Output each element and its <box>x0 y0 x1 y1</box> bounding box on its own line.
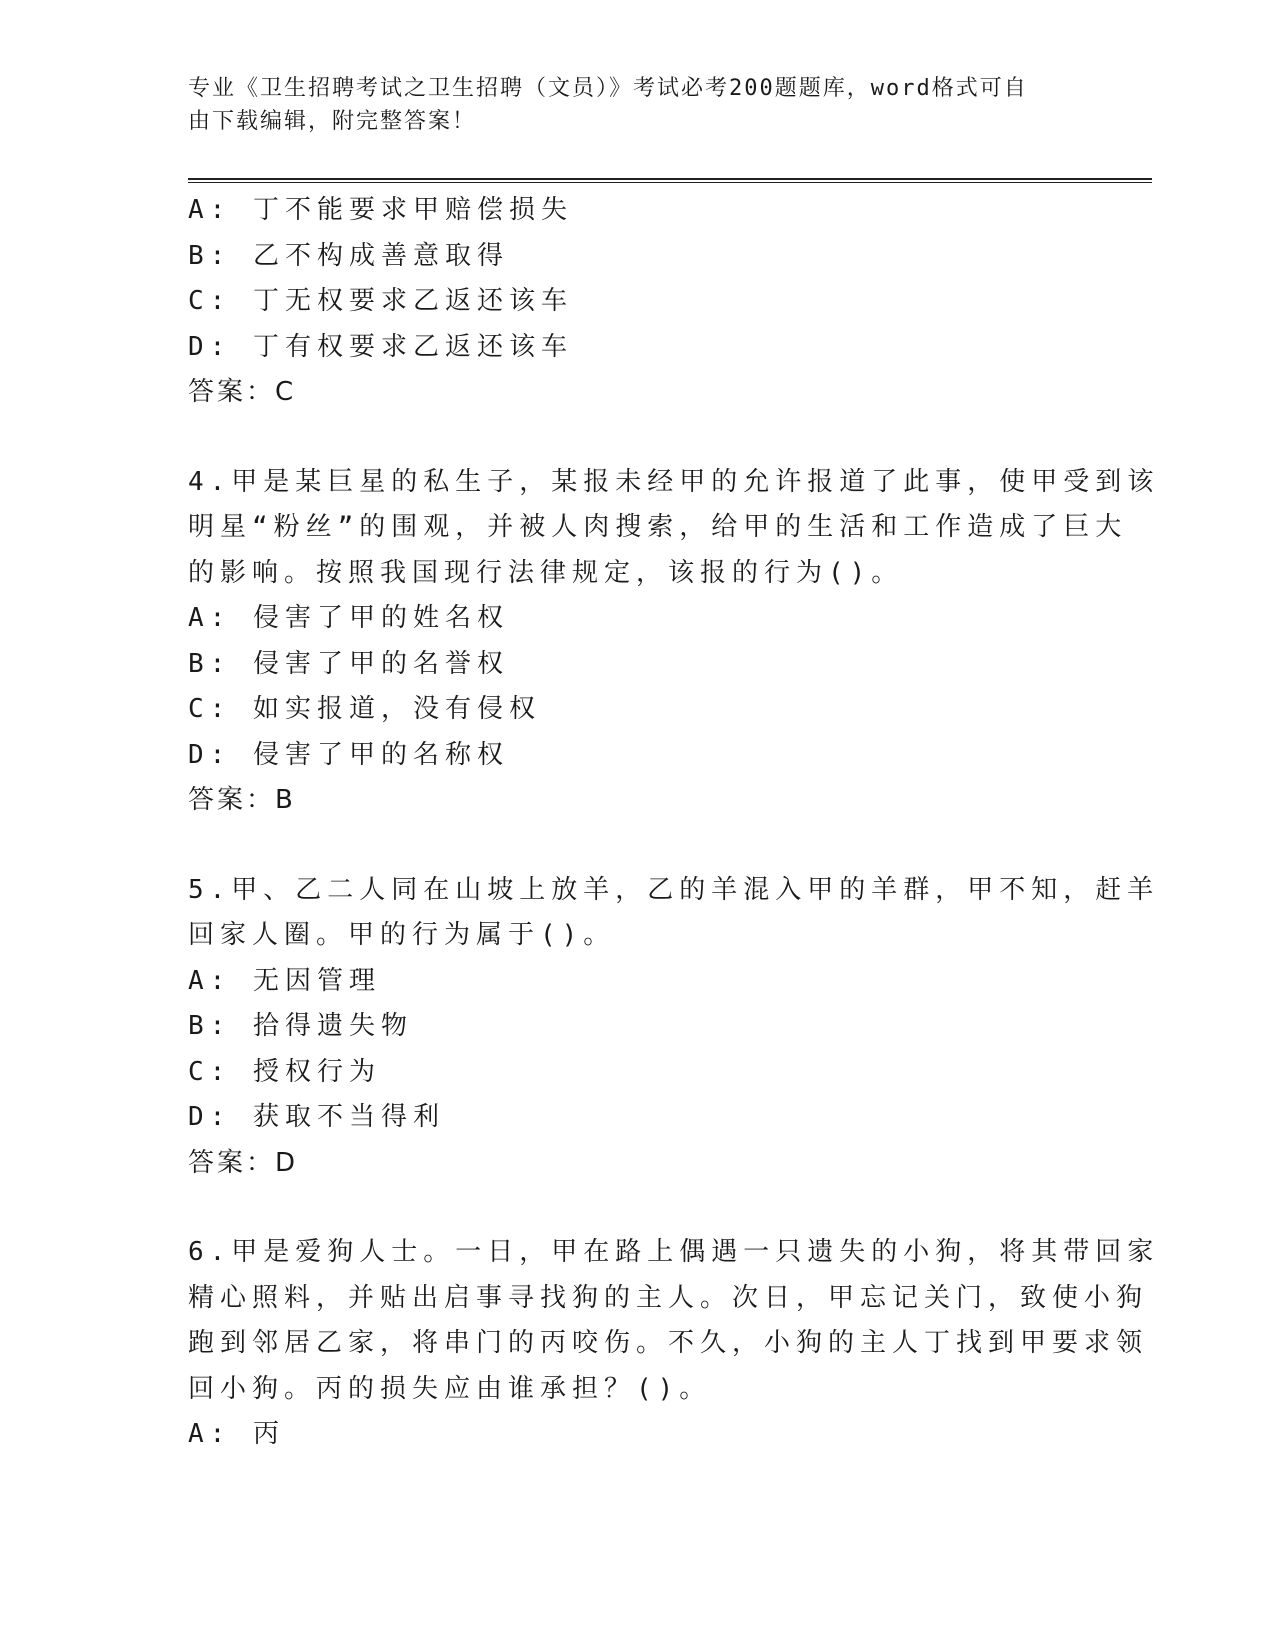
question-6 <box>188 1230 1160 1458</box>
option-d: D: 获取不当得利 <box>188 1102 445 1132</box>
question-text-line: 回家人圈。甲的行为属于()。 <box>188 920 616 950</box>
option-c: C: 如实报道，没有侵权 <box>188 694 541 724</box>
header-line-2: 由下载编辑，附完整答案！ <box>188 109 477 134</box>
document-header <box>188 72 1068 138</box>
question-text-line: 回小狗。丙的损失应由谁承担？()。 <box>188 1373 712 1404</box>
option-c: C: 授权行为 <box>188 1056 381 1087</box>
option-b: B: 侵害了甲的名誉权 <box>188 648 509 679</box>
question-text-line: 的影响。按照我国现行法律规定，该报的行为()。 <box>188 557 904 588</box>
question-3 <box>188 188 1088 416</box>
option-a: A: 丙 <box>188 1419 285 1449</box>
question-text-line: 跑到邻居乙家，将串门的丙咬伤。不久，小狗的主人丁找到甲要求领 <box>188 1328 1149 1358</box>
answer-line: 答案：B <box>188 785 296 815</box>
question-text-line: 明星“粉丝”的围观，并被人肉搜索，给甲的生活和工作造成了巨大 <box>188 512 1128 542</box>
question-5 <box>188 868 1160 1187</box>
option-d: D: 侵害了甲的名称权 <box>188 739 509 770</box>
question-text-line: 4.甲是某巨星的私生子，某报未经甲的允许报道了此事，使甲受到该 <box>188 466 1160 497</box>
header-line-1: 专业《卫生招聘考试之卫生招聘（文员）》考试必考200题题库，word格式可自 <box>188 76 1028 101</box>
question-list <box>188 188 1160 1458</box>
question-text-line: 6.甲是爱狗人士。一日，甲在路上偶遇一只遗失的小狗，将其带回家 <box>188 1237 1160 1267</box>
option-c: C: 丁无权要求乙返还该车 <box>188 286 573 316</box>
option-a: A: 无因管理 <box>188 965 381 996</box>
option-d: D: 丁有权要求乙返还该车 <box>188 331 573 362</box>
answer-line: 答案：D <box>188 1147 299 1178</box>
option-b: B: 乙不构成善意取得 <box>188 240 509 271</box>
option-a: A: 侵害了甲的姓名权 <box>188 603 509 633</box>
option-b: B: 拾得遗失物 <box>188 1011 413 1041</box>
header-divider <box>188 178 1152 183</box>
answer-line: 答案：C <box>188 377 297 407</box>
question-4 <box>188 460 1160 824</box>
question-text-line: 5.甲、乙二人同在山坡上放羊，乙的羊混入甲的羊群，甲不知，赶羊 <box>188 874 1160 905</box>
question-text-line: 精心照料，并贴出启事寻找狗的主人。次日，甲忘记关门，致使小狗 <box>188 1282 1149 1313</box>
option-a: A: 丁不能要求甲赔偿损失 <box>188 195 573 225</box>
